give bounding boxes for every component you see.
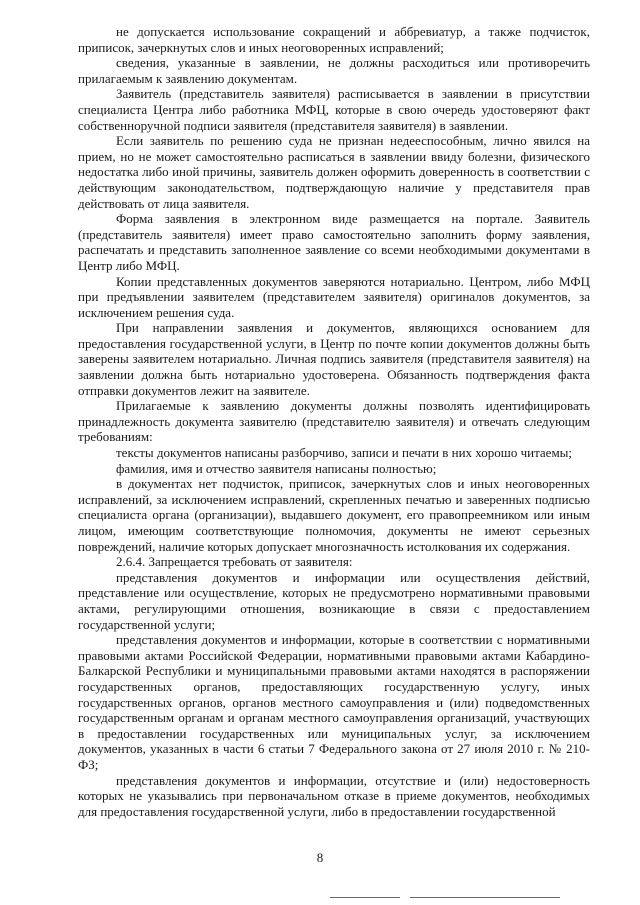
paragraph-postal-submission: При направлении заявления и документов, являющихся основанием для предоставления государственной услуги, в Центр по почте копии документов должны быть заверены заявителем нотариально. Личная подпись заявителя (представителя заявителя) на заявлении должна быть нотариально удостоверена. Обязанность подтверждения факта отправки документов лежит на заявителе. <box>78 320 590 398</box>
paragraph-no-abbreviations: не допускается использование сокращений и аббревиатур, а также подчисток, приписок, зачеркнутых слов и иных неоговоренных исправлений; <box>78 24 590 55</box>
paragraph-signature-presence: Заявитель (представитель заявителя) расписывается в заявлении в присутствии специалиста Центра либо работника МФЦ, которые в свою очередь удостоверяют факт собственноручной подписи заявителя (представителя заявителя) в заявлении. <box>78 86 590 133</box>
scan-edge-mark <box>410 897 560 898</box>
paragraph-electronic-form: Форма заявления в электронном виде размещается на портале. Заявитель (представитель заявителя) имеет право самостоятельно заполнить форму заявления, распечатать и представить заполненное заявление со всеми необходимыми документами в Центр либо МФЦ. <box>78 211 590 273</box>
paragraph-full-name: фамилия, имя и отчество заявителя написаны полностью; <box>116 460 437 476</box>
paragraph-copies-certified: Копии представленных документов заверяются нотариально. Центром, либо МФЦ при предъявлении заявителем (представителем заявителя) оригиналов документов, за исключением решения суда. <box>78 273 590 320</box>
paragraph-initial-refusal: представления документов и информации, отсутствие и (или) недостоверность которых не указывались при первоначальном отказе в приеме документов, необходимых для предоставления государственной услуги, либо в предоставлении государственной <box>78 772 590 819</box>
paragraph-state-held-documents: представления документов и информации, которые в соответствии с нормативными правовыми актами Российской Федерации, нормативными правовыми актами Кабардино-Балкарской Республики и муниципальными правовыми актами находятся в распоряжении государственных органов, предоставляющих государственную услугу, иных государственных органов, органов местного самоуправления и (или) подведомственных государственным органам и органам местного самоуправления организаций, участвующих в предоставлении государственных или муниципальных услуг, за исключением документов, указанных в части 6 статьи 7 Федерального закона от 27 июля 2010 г. № 210-ФЗ; <box>78 632 590 772</box>
paragraph-document-requirements: Прилагаемые к заявлению документы должны позволять идентифицировать принадлежность документа заявителю (представителю заявителя) и отвечать следующим требованиям: <box>78 398 590 445</box>
paragraph-legible-texts: тексты документов написаны разборчиво, записи и печати в них хорошо читаемы; <box>116 445 573 461</box>
paragraph-no-corrections: в документах нет подчисток, приписок, зачеркнутых слов и иных неоговоренных исправлений, за исключением исправлений, скрепленных печатью и заверенных подписью специалиста органа (организации), выдавшего документ, его правопреемником или иным лицом, имеющим соответствующие полномочия, документы не имеют серьезных повреждений, наличие которых допускает многозначность истолкования их содержания. <box>78 476 590 554</box>
paragraph-power-of-attorney: Если заявитель по решению суда не признан недееспособным, лично явился на прием, но не может самостоятельно расписаться в заявлении ввиду болезни, физического недостатка либо иной причины, заявитель должен оформить доверенность в соответствии с действующим законодательством, подтверждающую наличие у представителя прав действовать от лица заявителя. <box>78 133 590 211</box>
page-number: 8 <box>316 850 324 865</box>
paragraph-no-contradictions: сведения, указанные в заявлении, не должны расходиться или противоречить прилагаемым к заявлению документам. <box>78 55 590 86</box>
document-page <box>78 24 590 844</box>
section-heading-2-6-4: 2.6.4. Запрещается требовать от заявителя: <box>116 554 353 570</box>
scan-edge-mark <box>330 897 400 898</box>
paragraph-not-required-acts: представления документов и информации или осуществления действий, представление или осуществление, которых не предусмотрено нормативными правовыми актами, регулирующими отношения, возникающие в связи с предоставлением государственной услуги; <box>78 569 590 632</box>
